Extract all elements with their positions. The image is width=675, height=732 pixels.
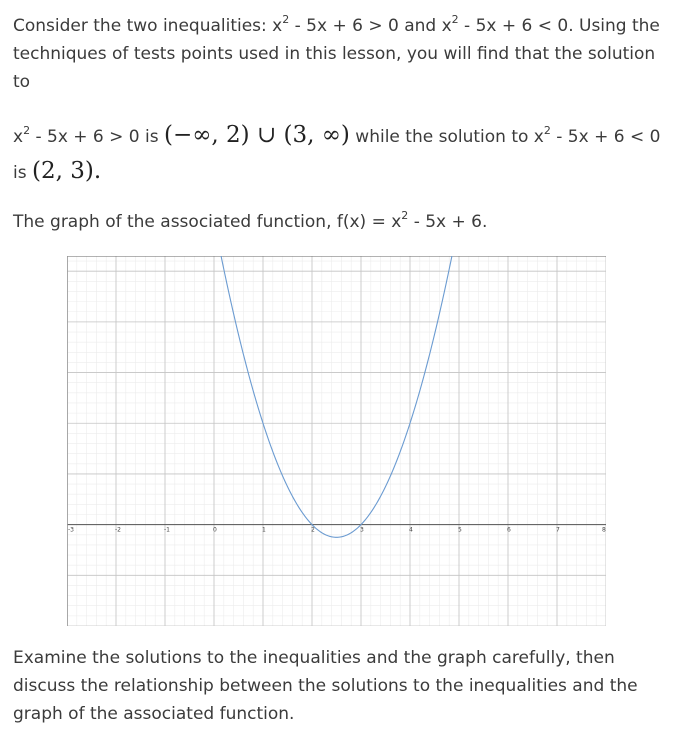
x-tick-label: -1 bbox=[164, 526, 170, 534]
solution-text: while the solution to x bbox=[349, 127, 544, 147]
intro-paragraph bbox=[13, 12, 663, 96]
solution-text: x bbox=[13, 127, 24, 147]
x-tick-label: 5 bbox=[458, 526, 462, 534]
exponent: 2 bbox=[451, 13, 459, 26]
solution-text: - 5x + 6 > 0 is bbox=[30, 127, 165, 147]
x-tick-label: -3 bbox=[68, 526, 74, 534]
intro-text-3: - 5x + 6 < 0. Using the techniques of tests points used in this lesson, you will find that the solution to bbox=[13, 16, 660, 92]
intro-text-1: Consider the two inequalities: x bbox=[13, 16, 283, 36]
caption-text: - 5x + 6. bbox=[408, 212, 488, 232]
x-tick-label: 0 bbox=[213, 526, 217, 534]
graph-caption bbox=[13, 208, 663, 236]
exponent: 2 bbox=[543, 124, 551, 137]
x-tick-label: 7 bbox=[556, 526, 560, 534]
closing-paragraph: Examine the solutions to the inequalities and the graph carefully, then discuss the relationship between the solutions to the inequalities and the graph of the associated function. bbox=[13, 648, 638, 724]
solution-interval-negative: (2, 3). bbox=[31, 158, 102, 184]
exponent: 2 bbox=[23, 124, 31, 137]
x-tick-label: 1 bbox=[262, 526, 266, 534]
x-tick-label: 2 bbox=[311, 526, 315, 534]
function-graph bbox=[67, 256, 606, 626]
exponent: 2 bbox=[401, 209, 409, 222]
x-tick-label: -2 bbox=[115, 526, 121, 534]
solution-text: - 5x + 6 < 0 is bbox=[13, 127, 661, 183]
exponent: 2 bbox=[282, 13, 290, 26]
x-tick-label: 3 bbox=[360, 526, 364, 534]
x-tick-label: 4 bbox=[409, 526, 413, 534]
x-tick-label: 6 bbox=[507, 526, 511, 534]
solution-interval-positive: (−∞, 2) ∪ (3, ∞) bbox=[164, 122, 350, 148]
solutions-paragraph bbox=[13, 118, 663, 190]
caption-text: The graph of the associated function, f(x) = x bbox=[13, 212, 402, 232]
x-tick-label: 8 bbox=[602, 526, 606, 534]
intro-text-2: - 5x + 6 > 0 and x bbox=[289, 16, 452, 36]
